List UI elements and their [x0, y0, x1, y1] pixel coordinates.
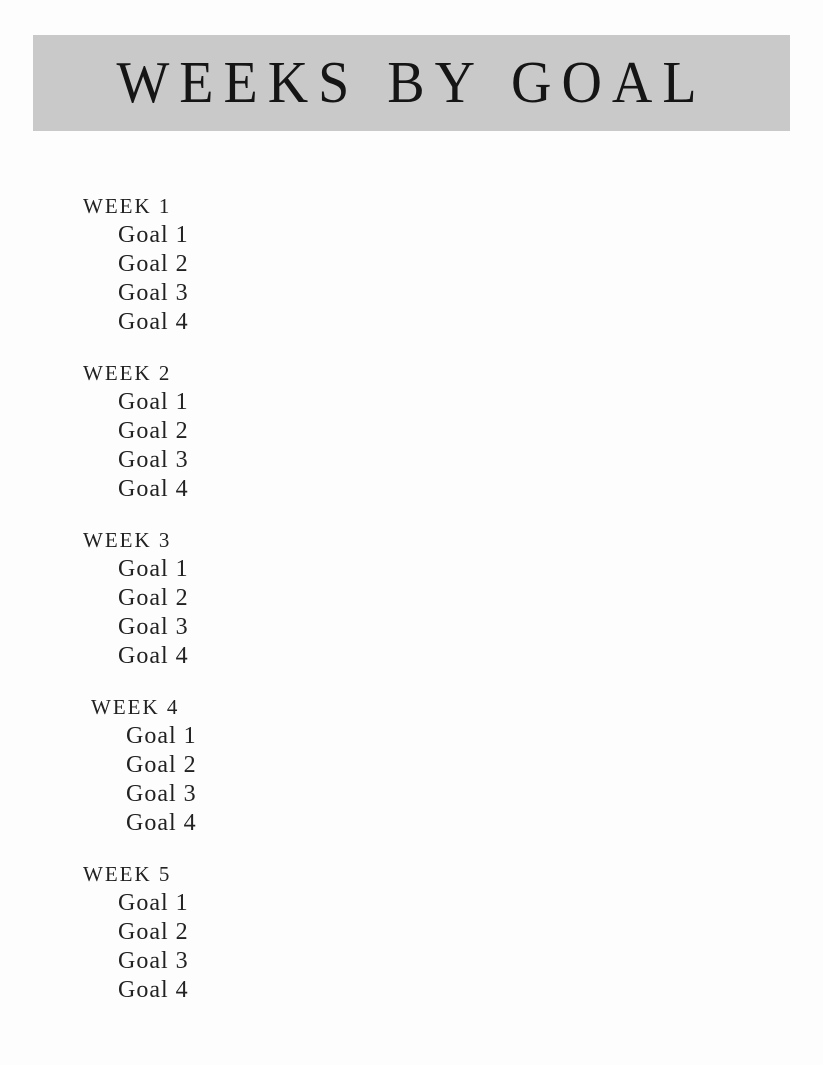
week-3-goal-3: Goal 3: [118, 614, 189, 640]
week-3-label: WEEK 3: [83, 528, 172, 552]
week-4-goal-4: Goal 4: [126, 810, 197, 836]
week-5-goal-2: Goal 2: [118, 919, 189, 945]
week-4-goal-1: Goal 1: [126, 723, 197, 749]
week-3-section: [83, 526, 197, 671]
week-2-goal-1: Goal 1: [118, 389, 189, 415]
week-1-goal-3: Goal 3: [118, 280, 189, 306]
week-5-goal-3: Goal 3: [118, 948, 189, 974]
week-4-section: [91, 693, 197, 838]
week-2-section: [83, 359, 197, 504]
week-2-goal-4: Goal 4: [118, 476, 189, 502]
week-5-label: WEEK 5: [83, 862, 172, 886]
title-banner: [33, 35, 790, 131]
week-3-goal-4: Goal 4: [118, 643, 189, 669]
weeks-list: [83, 192, 197, 1027]
week-4-goal-2: Goal 2: [126, 752, 197, 778]
week-5-goal-4: Goal 4: [118, 977, 189, 1003]
week-1-section: [83, 192, 197, 337]
week-2-goal-2: Goal 2: [118, 418, 189, 444]
week-1-goal-2: Goal 2: [118, 251, 189, 277]
week-2-label: WEEK 2: [83, 361, 172, 385]
week-1-goal-4: Goal 4: [118, 309, 189, 335]
page-title: WEEKS BY GOAL: [116, 50, 707, 116]
week-4-goal-3: Goal 3: [126, 781, 197, 807]
week-4-label: WEEK 4: [91, 695, 180, 719]
week-1-goal-1: Goal 1: [118, 222, 189, 248]
week-1-label: WEEK 1: [83, 194, 172, 218]
week-3-goal-1: Goal 1: [118, 556, 189, 582]
week-5-section: [83, 860, 197, 1005]
week-3-goal-2: Goal 2: [118, 585, 189, 611]
week-2-goal-3: Goal 3: [118, 447, 189, 473]
week-5-goal-1: Goal 1: [118, 890, 189, 916]
